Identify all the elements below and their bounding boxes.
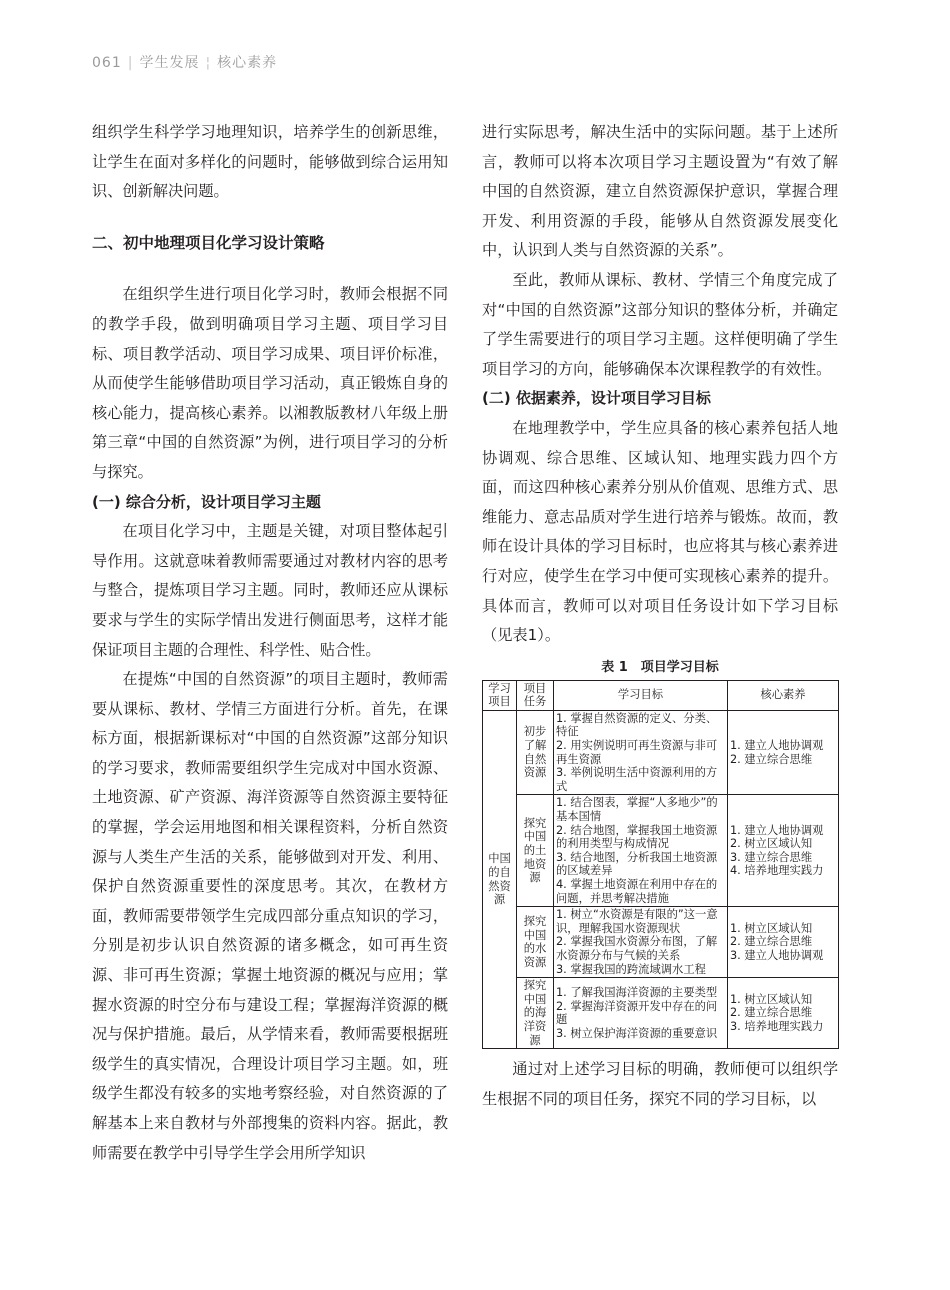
- goal-item: 4. 掌握土地资源在利用中存在的问题，并思考解决措施: [556, 878, 718, 905]
- literacy-item: 2. 树立区域认知: [730, 837, 813, 851]
- table-caption: 表 1 项目学习目标: [601, 659, 719, 675]
- literacy-item: 3. 培养地理实践力: [730, 1019, 824, 1033]
- paragraph-theme: 在项目化学习中，主题是关键，对项目整体起引导作用。这就意味着教师需要通过对教材内容的思考与整合，提炼项目学习主题。同时，教师还应从课标要求与学生的实际学情出发进行侧面思考，这样才能保证项目主题的合理性、科学性、贴合性。: [92, 522, 448, 659]
- goal-cell: [554, 795, 728, 907]
- goal-item: 1. 结合图表，掌握“人多地少”的基本国情: [556, 796, 718, 824]
- literacy-cell: [728, 978, 839, 1049]
- literacy-item: 2. 建立综合思维: [730, 1006, 813, 1020]
- column-header: 学习项目: [483, 680, 517, 710]
- table-row: [483, 710, 839, 795]
- literacy-cell: [728, 795, 839, 907]
- section-heading: 二、初中地理项目化学习设计策略: [92, 233, 325, 252]
- table-header-row: [483, 680, 839, 710]
- task-cell: 初步了解自然资源: [517, 710, 554, 795]
- goal-item: 1. 了解我国海洋资源的主要类型: [556, 985, 718, 999]
- paragraph-summary: 至此，教师从课标、教材、学情三个角度完成了对“中国的自然资源”这部分知识的整体分析，并确定了学生需要进行的项目学习主题。这样便明确了学生项目学习的方向，能够确保本次课程教学的有效性。: [482, 270, 838, 378]
- paragraph-literacy: 在地理教学中，学生应具备的核心素养包括人地协调观、综合思维、区域认知、地理实践力四个方面，而这四种核心素养分别从价值观、思维方式、思维能力、意志品质对学生进行培养与锻炼。故而，教师在设计具体的学习目标时，也应将其与核心素养进行对应，使学生在学习中便可实现核心素养的提升。具体而言，教师可以对项目任务设计如下学习目标（见表1）。: [482, 418, 838, 645]
- literacy-item: 3. 建立人地协调观: [730, 948, 824, 962]
- literacy-item: 1. 建立人地协调观: [730, 739, 824, 753]
- literacy-cell: [728, 907, 839, 978]
- goal-item: 3. 结合地图，分析我国土地资源的区域差异: [556, 850, 718, 878]
- project-cell: 中国的自然资源: [483, 710, 517, 1048]
- page-number: 061: [92, 55, 122, 71]
- goal-item: 1. 掌握自然资源的定义、分类、特征: [556, 711, 718, 739]
- literacy-item: 1. 树立区域认知: [730, 921, 813, 935]
- goal-cell: [554, 710, 728, 795]
- paragraph-after-table: 通过对上述学习目标的明确，教师便可以组织学生根据不同的项目任务，探究不同的学习目标，以: [482, 1060, 838, 1108]
- literacy-item: 1. 树立区域认知: [730, 992, 813, 1006]
- goal-item: 3. 掌握我国的跨流域调水工程: [556, 962, 706, 976]
- goal-cell: [554, 978, 728, 1049]
- literacy-item: 2. 建立综合思维: [730, 752, 813, 766]
- paragraph-strategy: 在组织学生进行项目化学习时，教师会根据不同的教学手段，做到明确项目学习主题、项目学习目标、项目教学活动、项目学习成果、项目评价标准，从而使学生能够借助项目学习活动，真正锻炼自身的核心能力，提高核心素养。以湘教版教材八年级上册第三章“中国的自然资源”为例，进行项目学习的分析与探究。: [92, 285, 448, 481]
- right-column: [482, 118, 838, 1114]
- subsection-heading-1: (一) 综合分析，设计项目学习主题: [92, 492, 321, 511]
- goal-item: 2. 结合地图，掌握我国土地资源的利用类型与构成情况: [556, 823, 718, 851]
- paragraph-intro: 组织学生科学学习地理知识，培养学生的创新思维，让学生在面对多样化的问题时，能够做到综合运用知识、创新解决问题。: [92, 123, 448, 201]
- paragraph-continued: 进行实际思考，解决生活中的实际问题。基于上述所言，教师可以将本次项目学习主题设置为“有效了解中国的自然资源，建立自然资源保护意识，掌握合理开发、利用资源的手段，能够从自然资源发展变化中，认识到人类与自然资源的关系”。: [482, 123, 838, 260]
- goal-item: 3. 举例说明生活中资源利用的方式: [556, 766, 718, 793]
- running-header: [92, 52, 277, 72]
- goal-item: 3. 树立保护海洋资源的重要意识: [556, 1026, 718, 1040]
- goal-item: 2. 掌握海洋资源开发中存在的问题: [556, 999, 718, 1027]
- header-divider: |: [127, 55, 134, 71]
- paragraph-analysis: 在提炼“中国的自然资源”的项目主题时，教师需要从课标、教材、学情三方面进行分析。首先，在课标方面，根据新课标对“中国的自然资源”这部分知识的学习要求，教师需要组织学生完成对中国水资源、土地资源、矿产资源、海洋资源等自然资源主要特征的掌握，学会运用地图和相关课程资料，分析自然资源与人类生产生活的关系，能够做到对开发、利用、保护自然资源重要性的深度思考。其次，在教材方面，教师需要带领学生完成四部分重点知识的学习，分别是初步认识自然资源的诸多概念，如可再生资源、非可再生资源；掌握土地资源的概况与应用；掌握水资源的时空分布与建设工程；掌握海洋资源的概况与保护措施。最后，从学情来看，教师需要根据班级学生的真实情况，合理设计项目学习主题。如，班级学生都没有较多的实地考察经验，对自然资源的了解基本上来自教材与外部搜集的资料内容。据此，教师需要在教学中引导学生学会用所学知识: [92, 670, 448, 1162]
- table-row: [483, 795, 839, 907]
- goal-item: 2. 用实例说明可再生资源与非可再生资源: [556, 739, 718, 766]
- task-cell: 探究中国的水资源: [517, 907, 554, 978]
- table-row: [483, 907, 839, 978]
- literacy-item: 1. 建立人地协调观: [730, 823, 824, 837]
- goal-item: 2. 掌握我国水资源分布图，了解水资源分布与气候的关系: [556, 935, 718, 962]
- subsection-heading-2: (二) 依据素养，设计项目学习目标: [482, 389, 711, 408]
- task-cell: 探究中国的土地资源: [517, 795, 554, 907]
- left-column: [92, 118, 448, 1168]
- header-subsection: 核心素养: [217, 55, 278, 71]
- column-header: 学习目标: [554, 680, 728, 710]
- literacy-item: 2. 建立综合思维: [730, 935, 813, 949]
- task-cell: 探究中国的海洋资源: [517, 978, 554, 1049]
- learning-goals-table: [482, 680, 839, 1049]
- table-row: [483, 978, 839, 1049]
- literacy-item: 3. 建立综合思维: [730, 850, 813, 864]
- header-section: 学生发展: [139, 55, 200, 71]
- literacy-cell: [728, 710, 839, 795]
- goal-item: 1. 树立“水资源是有限的”这一意识，理解我国水资源现状: [556, 908, 718, 935]
- header-divider: ¦: [205, 55, 212, 71]
- literacy-item: 4. 培养地理实践力: [730, 864, 824, 878]
- column-header: 项目任务: [517, 680, 554, 710]
- goal-cell: [554, 907, 728, 978]
- column-header: 核心素养: [728, 680, 839, 710]
